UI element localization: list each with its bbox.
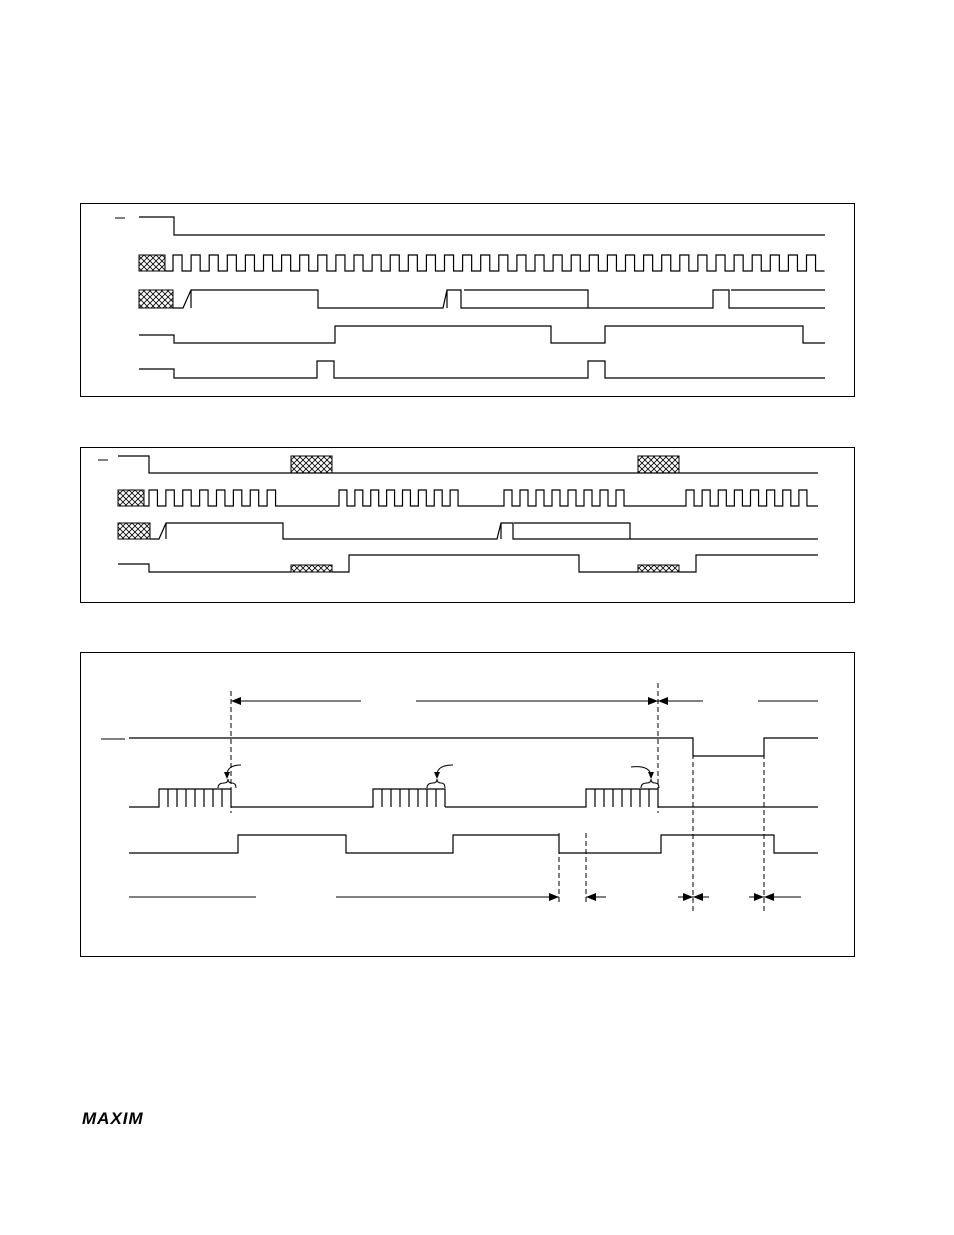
sclk-waveform: [165, 255, 825, 271]
brace-3: [641, 779, 659, 788]
timing-diagram-1: [80, 203, 855, 397]
sclk-undefined-region: [118, 490, 144, 506]
timing-diagram-2: [80, 447, 855, 603]
din-waveform: [150, 523, 818, 539]
din-undefined-region: [118, 523, 150, 539]
curved-arrow-1-head: [224, 772, 230, 779]
sclk-waveform: [144, 490, 818, 506]
sclk-undefined-region: [139, 255, 165, 271]
timing-diagram-3-svg: [81, 653, 856, 958]
brace-1: [218, 779, 236, 788]
cs-waveform: [139, 217, 825, 235]
cs-hatch-2: [638, 456, 679, 473]
sclk-bursts: [129, 789, 818, 807]
brace-2: [427, 779, 445, 788]
bottom-arrow-1-head: [549, 893, 559, 901]
span-arrow-right-head: [648, 697, 658, 705]
dout-hatch-1: [291, 565, 332, 572]
logo-text: MAXIM: [82, 1109, 144, 1128]
span-arrow-left-head: [231, 697, 241, 705]
dout-waveform: [129, 835, 818, 853]
bottom-arrow-3-head: [683, 893, 693, 901]
curved-arrow-3-head: [648, 772, 654, 779]
curved-arrow-3: [631, 767, 651, 775]
maxim-logo: [82, 1110, 194, 1128]
curved-arrow-2: [437, 765, 453, 775]
timing-diagram-1-svg: [81, 204, 856, 398]
sstrb-waveform: [139, 361, 825, 378]
cs-waveform: [118, 456, 818, 473]
cs-hatch-1: [291, 456, 332, 473]
curved-arrow-2-head: [434, 772, 440, 779]
timing-diagram-2-svg: [81, 448, 856, 604]
bottom-arrow-4-head: [693, 893, 703, 901]
bottom-arrow-5-head: [754, 893, 764, 901]
span-arrow-2-head: [658, 697, 668, 705]
din-waveform: [173, 290, 825, 308]
din-undefined-region: [139, 290, 173, 308]
cs-waveform: [129, 738, 818, 756]
bottom-arrow-6-head: [764, 893, 774, 901]
bottom-arrow-2-head: [586, 893, 596, 901]
dout-waveform: [139, 326, 825, 343]
dout-hatch-2: [638, 565, 679, 572]
dout-waveform: [118, 555, 818, 572]
timing-diagram-3: [80, 652, 855, 957]
